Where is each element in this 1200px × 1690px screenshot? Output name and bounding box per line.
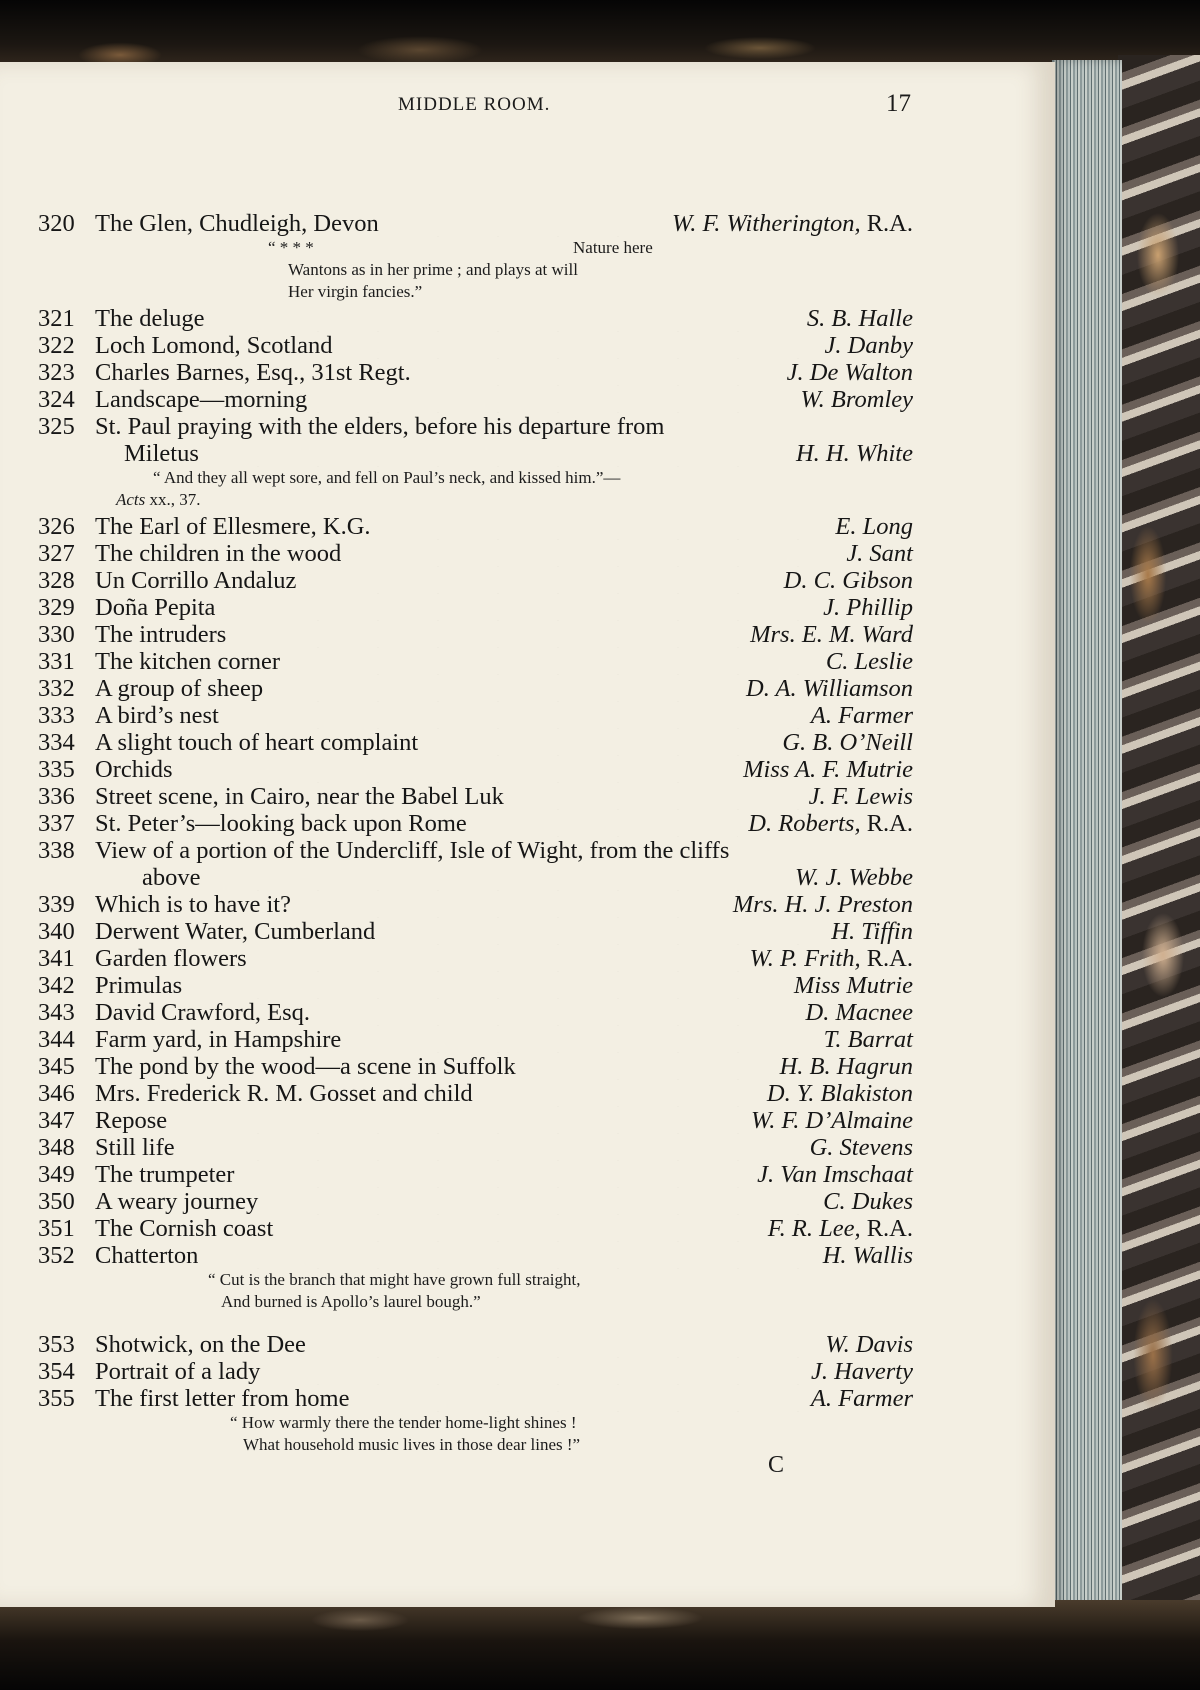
entry-quotation [38,1269,913,1313]
leader-dots [348,1215,758,1242]
entry-title: The trumpeter [95,1161,235,1188]
entry-artist [733,891,913,918]
catalogue-entry [38,1215,913,1242]
reference-chapter: xx., 37. [145,490,201,509]
entry-artist [672,210,913,237]
artist-name: Mrs. E. M. Ward [750,621,913,648]
entry-artist [784,567,913,594]
artist-name: F. R. Lee, [767,1215,861,1242]
entry-line [38,918,913,945]
entry-line [38,648,913,675]
artist-name: J. De Walton [786,359,913,386]
entry-line [38,1107,913,1134]
entry-number: 341 [38,945,75,972]
entry-line [38,702,913,729]
entry-artist [750,621,913,648]
leader-dots [528,810,738,837]
artist-name: J. Danby [824,332,913,359]
leader-dots [348,1331,815,1358]
entry-line [38,729,913,756]
artist-name: D. Macnee [805,999,913,1026]
artist-name: A. Farmer [810,1385,913,1412]
artist-name: W. F. Witherington, [672,210,861,237]
entry-line [38,810,913,837]
artist-name: D. A. Williamson [746,675,913,702]
entry-title: Primulas [95,972,183,999]
running-header [0,90,1055,124]
entry-artist [810,1134,913,1161]
entry-title-continued: Miletus [124,440,199,467]
entry-artist [811,702,913,729]
artist-name: W. F. D’Almaine [751,1107,913,1134]
leader-dots [528,1080,757,1107]
artist-name: J. Sant [846,540,913,567]
entry-artist [824,1026,913,1053]
leader-dots [228,440,786,467]
entry-line [38,1215,913,1242]
entry-number: 352 [38,1242,75,1269]
leader-dots [228,305,797,332]
entry-line-continued [38,440,913,467]
entry-number: 334 [38,729,75,756]
artist-name: W. P. Frith, [749,945,861,972]
artist-name: C. Dukes [823,1188,913,1215]
entry-artist [823,1242,913,1269]
entry-quotation [38,467,913,511]
entry-title: Derwent Water, Cumberland [95,918,376,945]
artist-suffix: R.A. [860,210,913,237]
leader-dots [348,891,723,918]
catalogue-entry [38,413,913,511]
entry-number: 343 [38,999,75,1026]
catalogue-entry [38,621,913,648]
leader-dots [348,332,815,359]
entry-artist [748,810,913,837]
entry-title: The kitchen corner [95,648,281,675]
entry-line [38,210,913,237]
entry-number: 344 [38,1026,75,1053]
entry-line [38,386,913,413]
catalogue-entry [38,999,913,1026]
entry-line [38,945,913,972]
artist-name: J. Haverty [810,1358,913,1385]
entry-line [38,1161,913,1188]
entry-artist [807,305,913,332]
artist-name: J. Van Imschaat [757,1161,913,1188]
room-title: MIDDLE ROOM. [398,94,551,115]
artist-name: J. Phillip [823,594,913,621]
entry-artist [795,864,913,891]
entry-line [38,1358,913,1385]
entry-number: 342 [38,972,75,999]
entry-title: Un Corrillo Andaluz [95,567,297,594]
entry-line [38,675,913,702]
leader-dots [228,864,785,891]
catalogue-entry [38,729,913,756]
leader-dots [468,359,777,386]
entry-line [38,332,913,359]
catalogue-entry [38,1107,913,1134]
entry-number: 346 [38,1080,75,1107]
artist-name: W. J. Webbe [795,864,913,891]
entry-title: Doña Pepita [95,594,216,621]
entry-line [38,1134,913,1161]
entry-line [38,594,913,621]
catalogue-entry [38,675,913,702]
entry-line [38,567,913,594]
artist-name: S. B. Halle [806,305,913,332]
entry-title: Which is to have it? [95,891,291,918]
entry-number: 351 [38,1215,75,1242]
catalogue-entry [38,810,913,837]
leader-dots [228,1107,741,1134]
entry-line [38,540,913,567]
quotation-line: Wantons as in her prime ; and plays at will [288,260,578,279]
catalogue-entry [38,783,913,810]
artist-name: Mrs. H. J. Preston [732,891,913,918]
quotation-text: Nature here [573,238,653,257]
entry-title: Shotwick, on the Dee [95,1331,306,1358]
artist-name: H. Tiffin [831,918,913,945]
entry-title: The pond by the wood—a scene in Suffolk [95,1053,516,1080]
entry-artist [746,675,913,702]
entry-artist [751,1107,913,1134]
entry-number: 335 [38,756,75,783]
entry-line [38,756,913,783]
catalogue-entry [38,305,913,332]
entry-number: 320 [38,210,75,237]
catalogue-entry [38,1385,913,1456]
leader-dots [348,386,791,413]
entry-title: View of a portion of the Undercliff, Isle of Wight, from the cliffs [95,837,730,864]
entry-number: 353 [38,1331,75,1358]
artist-suffix: R.A. [860,945,913,972]
catalogue-entry [38,1080,913,1107]
quotation-line: “ Cut is the branch that might have grown full straight, [208,1270,581,1289]
entry-title: Chatterton [95,1242,199,1269]
artist-name: G. B. O’Neill [782,729,913,756]
entry-artist [768,1215,913,1242]
catalogue-entry [38,594,913,621]
entry-title: Orchids [95,756,173,783]
catalogue-entry [38,702,913,729]
catalogue-entry [38,1188,913,1215]
entry-number: 354 [38,1358,75,1385]
artist-suffix: R.A. [860,1215,913,1242]
entry-number: 350 [38,1188,75,1215]
catalogue-entry [38,513,913,540]
entry-artist [767,1080,913,1107]
catalogue-entry [38,918,913,945]
entry-artist [809,783,913,810]
entry-title: Street scene, in Cairo, near the Babel Luk [95,783,504,810]
artist-name: Miss Mutrie [793,972,913,999]
entry-title: A slight touch of heart complaint [95,729,419,756]
entry-title: Landscape—morning [95,386,308,413]
artist-name: W. Bromley [800,386,913,413]
entry-artist [757,1161,913,1188]
artist-name: Miss A. F. Mutrie [743,756,913,783]
entry-line [38,972,913,999]
entry-number: 347 [38,1107,75,1134]
artist-name: C. Leslie [825,648,913,675]
artist-name: G. Stevens [809,1134,913,1161]
entry-artist [782,729,913,756]
leader-dots [288,594,813,621]
entry-artist [826,648,913,675]
entry-title: A bird’s nest [95,702,219,729]
artist-name: D. Y. Blakiston [766,1080,913,1107]
quotation-line: What household music lives in those dear lines !” [243,1435,581,1454]
catalogue-entry [38,1358,913,1385]
page-edges [1052,60,1122,1610]
quotation-reference [38,489,913,511]
entry-artist [794,972,913,999]
leader-dots [228,1134,800,1161]
entry-artist [825,1331,913,1358]
entry-artist [831,918,913,945]
entry-line [38,999,913,1026]
catalogue-entry [38,945,913,972]
entry-number: 332 [38,675,75,702]
leader-dots [228,972,784,999]
artist-name: D. Roberts, [748,810,861,837]
entry-artist [806,999,913,1026]
leader-dots [348,999,796,1026]
leader-dots [408,1026,814,1053]
entry-title: The deluge [95,305,205,332]
entry-title: Mrs. Frederick R. M. Gosset and child [95,1080,473,1107]
entry-number: 325 [38,413,75,440]
catalogue-entry [38,210,913,303]
entry-number: 340 [38,918,75,945]
catalogue-entry [38,1134,913,1161]
entry-title: The first letter from home [95,1385,350,1412]
marbled-endpaper-bottom [0,1600,1200,1690]
artist-name: H. B. Hagrun [779,1053,913,1080]
entry-number: 333 [38,702,75,729]
entry-line [38,1331,913,1358]
entry-title: Portrait of a lady [95,1358,261,1385]
catalogue-entry [38,648,913,675]
entry-line [38,837,913,864]
leader-dots [408,210,662,237]
entry-line [38,621,913,648]
entry-number: 321 [38,305,75,332]
entry-line [38,783,913,810]
leader-dots [228,1242,813,1269]
entry-title: Charles Barnes, Esq., 31st Regt. [95,359,411,386]
entry-title: Loch Lomond, Scotland [95,332,333,359]
entry-line [38,1385,913,1412]
leader-dots [228,756,733,783]
leader-dots [348,648,816,675]
leader-dots [288,1161,747,1188]
entry-number: 337 [38,810,75,837]
entry-line [38,1026,913,1053]
entry-artist [801,386,914,413]
catalogue-entry [38,359,913,386]
leader-dots [588,1053,770,1080]
entry-line [38,359,913,386]
leader-dots [528,783,799,810]
quotation-first-line [38,237,913,259]
entry-artist [811,1358,913,1385]
page-number: 17 [886,90,911,117]
artist-name: W. Davis [825,1331,913,1358]
entry-title: A weary journey [95,1188,259,1215]
entry-line [38,305,913,332]
entry-artist [825,332,913,359]
entry-title-continued: above [142,864,201,891]
entry-line [38,891,913,918]
catalogue-entries [38,210,913,1456]
entry-title: The Cornish coast [95,1215,274,1242]
entry-number: 323 [38,359,75,386]
entry-number: 329 [38,594,75,621]
leader-dots [288,675,736,702]
catalogue-entry [38,972,913,999]
entry-number: 355 [38,1385,75,1412]
entry-title: The Earl of Ellesmere, K.G. [95,513,371,540]
entry-number: 328 [38,567,75,594]
reference-book: Acts [116,490,146,509]
entry-number: 339 [38,891,75,918]
marbled-endpaper-right [1118,55,1200,1615]
artist-name: H. Wallis [822,1242,913,1269]
entry-title: Still life [95,1134,175,1161]
entry-title: St. Paul praying with the elders, before his departure from [95,413,665,440]
entry-artist [846,540,913,567]
entry-number: 330 [38,621,75,648]
quotation-line: “ How warmly there the tender home-light shines ! [230,1413,577,1432]
entry-title: David Crawford, Esq. [95,999,311,1026]
entry-quotation [38,1412,913,1456]
catalogue-entry [38,1161,913,1188]
entry-quotation [38,237,913,303]
leader-dots [288,1358,801,1385]
entry-artist [823,594,913,621]
entry-title: The Glen, Chudleigh, Devon [95,210,379,237]
artist-name: H. H. White [795,440,913,467]
entry-line [38,1080,913,1107]
entry-artist [780,1053,913,1080]
leader-dots [408,513,825,540]
entry-title: The children in the wood [95,540,342,567]
entry-title: The intruders [95,621,227,648]
artist-name: D. C. Gibson [783,567,913,594]
entry-title: St. Peter’s—looking back upon Rome [95,810,467,837]
leader-dots [408,1385,801,1412]
entry-line [38,1188,913,1215]
signature-mark: C [768,1452,785,1478]
leader-dots [288,702,801,729]
entry-number: 348 [38,1134,75,1161]
catalogue-entry [38,891,913,918]
entry-line-continued [38,864,913,891]
entry-artist [743,756,913,783]
leader-dots [288,621,740,648]
entry-artist [835,513,913,540]
entry-number: 336 [38,783,75,810]
entry-line [38,1053,913,1080]
artist-name: J. F. Lewis [808,783,913,810]
entry-title: Farm yard, in Hampshire [95,1026,342,1053]
quotation-line: Her virgin fancies.” [288,282,423,301]
leader-dots [408,540,836,567]
catalogue-entry [38,1331,913,1358]
artist-name: A. Farmer [810,702,913,729]
entry-line [38,1242,913,1269]
entry-title: A group of sheep [95,675,264,702]
entry-artist [811,1385,913,1412]
artist-suffix: R.A. [860,810,913,837]
entry-title: Repose [95,1107,168,1134]
leader-dots [468,729,772,756]
entry-number: 322 [38,332,75,359]
entry-line [38,513,913,540]
catalogue-entry [38,1053,913,1080]
leader-dots [288,945,740,972]
catalogue-entry [38,332,913,359]
entry-number: 327 [38,540,75,567]
artist-name: E. Long [835,513,913,540]
entry-number: 345 [38,1053,75,1080]
entry-number: 326 [38,513,75,540]
artist-name: T. Barrat [823,1026,913,1053]
catalogue-entry [38,386,913,413]
catalogue-entry [38,837,913,891]
catalogue-entry [38,567,913,594]
quotation-stars: “ * * * [268,238,314,257]
entry-artist [823,1188,913,1215]
catalogue-entry [38,1026,913,1053]
entry-artist [787,359,913,386]
quotation-line: “ And they all wept sore, and fell on Paul’s neck, and kissed him.”— [153,468,621,487]
entry-artist [796,440,913,467]
catalogue-entry [38,540,913,567]
entry-number: 338 [38,837,75,864]
entry-number: 331 [38,648,75,675]
entry-artist [750,945,913,972]
leader-dots [408,918,821,945]
catalogue-entry [38,1242,913,1313]
entry-number: 324 [38,386,75,413]
quotation-line: And burned is Apollo’s laurel bough.” [221,1292,481,1311]
entry-number: 349 [38,1161,75,1188]
entry-title: Garden flowers [95,945,247,972]
entry-line [38,413,913,440]
leader-dots [348,567,774,594]
catalogue-entry [38,756,913,783]
leader-dots [288,1188,813,1215]
